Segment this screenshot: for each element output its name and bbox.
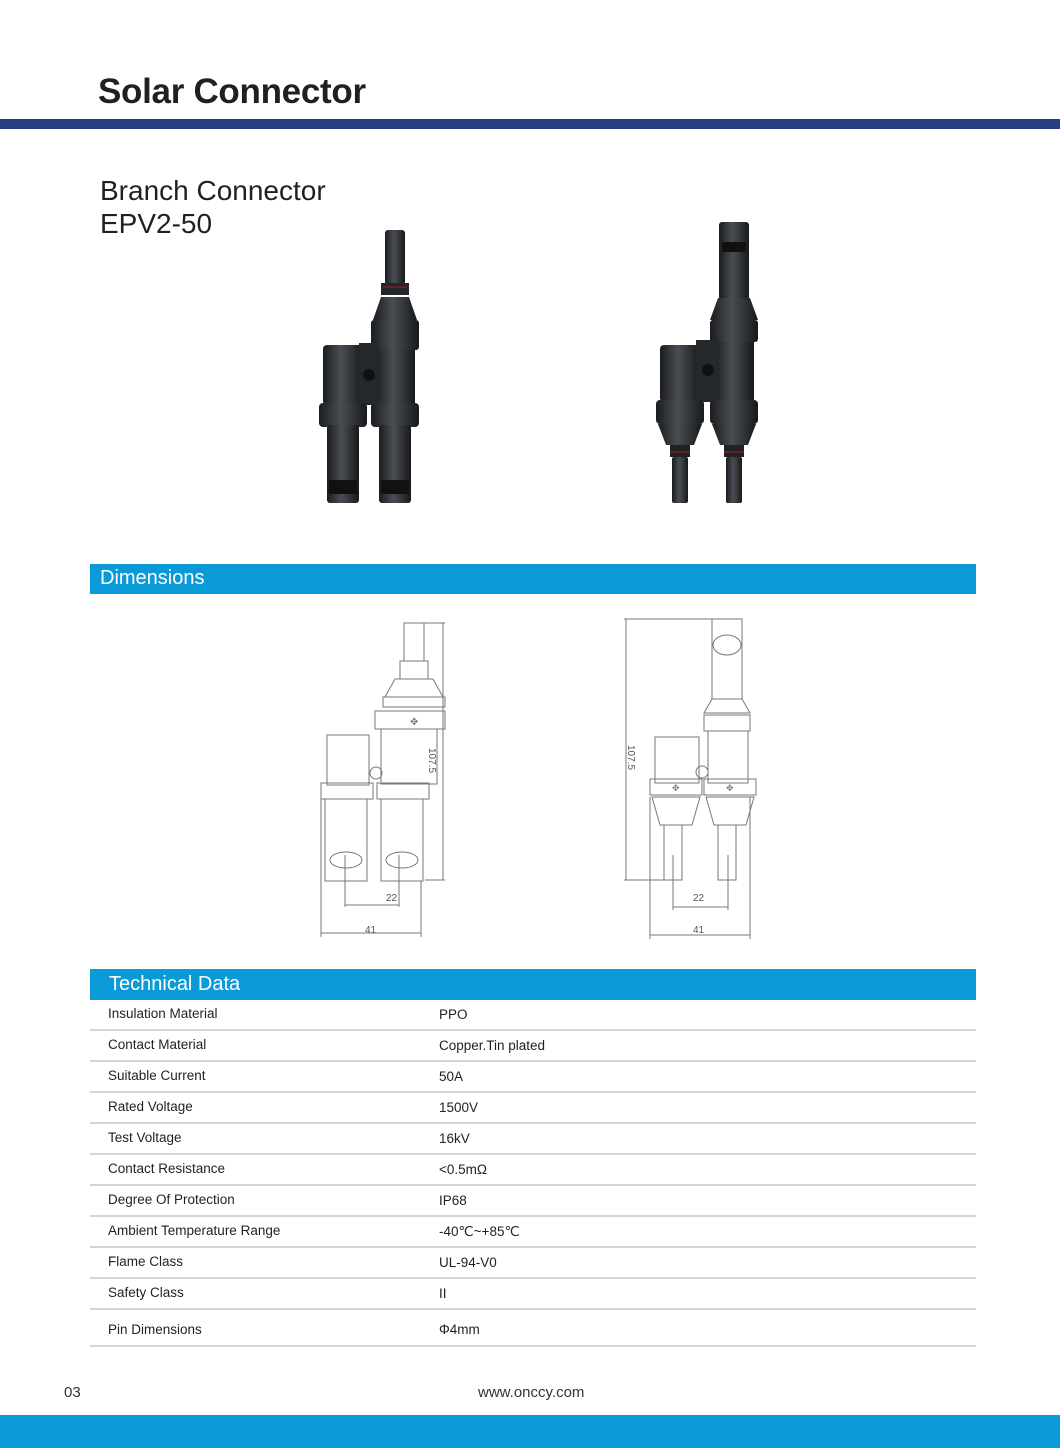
technical-data-heading: Technical Data xyxy=(109,973,241,995)
website-link[interactable]: www.onccy.com xyxy=(478,1384,585,1401)
spec-label: Insulation Material xyxy=(108,1006,218,1021)
spec-label: Contact Resistance xyxy=(108,1161,226,1176)
spec-label: Flame Class xyxy=(108,1254,184,1269)
spec-value: PPO xyxy=(439,1007,468,1022)
product-type: Branch Connector xyxy=(100,175,326,206)
page-number: 03 xyxy=(64,1384,81,1401)
spec-value: II xyxy=(439,1286,447,1301)
svg-text:✥: ✥ xyxy=(410,717,419,728)
spec-value: IP68 xyxy=(439,1193,467,1208)
drawing-2-height-label: 107.5 xyxy=(625,745,636,771)
dimensions-section-header xyxy=(90,564,976,594)
footer-bar xyxy=(0,1415,1060,1448)
spec-label: Suitable Current xyxy=(108,1068,206,1083)
spec-value: <0.5mΩ xyxy=(439,1162,487,1177)
spec-label: Rated Voltage xyxy=(108,1099,193,1114)
table-row xyxy=(90,1248,976,1279)
table-row xyxy=(90,1186,976,1217)
product-heading xyxy=(100,174,326,240)
spec-label: Pin Dimensions xyxy=(108,1322,202,1337)
spec-value: 1500V xyxy=(439,1100,479,1115)
technical-data-section-header xyxy=(90,969,976,1000)
dimensions-heading: Dimensions xyxy=(100,567,205,589)
table-row xyxy=(90,1279,976,1310)
table-row xyxy=(90,1062,976,1093)
page-title: Solar Connector xyxy=(98,72,366,111)
table-row xyxy=(90,1310,976,1347)
spec-value: -40℃~+85℃ xyxy=(439,1224,520,1239)
table-row xyxy=(90,1155,976,1186)
spec-label: Degree Of Protection xyxy=(108,1192,235,1207)
svg-text:✥: ✥ xyxy=(672,783,680,793)
table-row xyxy=(90,1217,976,1248)
table-row xyxy=(90,1093,976,1124)
table-row xyxy=(90,1031,976,1062)
drawing-1-width-label: 41 xyxy=(365,925,377,936)
spec-value: 16kV xyxy=(439,1131,470,1146)
spec-value: Copper.Tin plated xyxy=(439,1038,546,1053)
spec-value: Φ4mm xyxy=(439,1322,480,1337)
drawing-2-pitch-label: 22 xyxy=(693,893,705,904)
table-row xyxy=(90,1000,976,1031)
drawing-1-height-label: 107.5 xyxy=(426,748,437,774)
branch-connector-photo-front xyxy=(315,225,435,510)
header-rule xyxy=(0,119,1060,129)
drawing-2-width-label: 41 xyxy=(693,925,705,936)
svg-text:✥: ✥ xyxy=(726,783,734,793)
table-row xyxy=(90,1124,976,1155)
spec-label: Test Voltage xyxy=(108,1130,182,1145)
branch-connector-photo-rear xyxy=(652,220,777,510)
product-model: EPV2-50 xyxy=(100,208,213,239)
spec-value: 50A xyxy=(439,1069,464,1084)
spec-label: Contact Material xyxy=(108,1037,207,1052)
drawing-1-pitch-label: 22 xyxy=(386,893,398,904)
technical-data-table xyxy=(90,1000,976,1347)
spec-value: UL-94-V0 xyxy=(439,1255,497,1270)
spec-label: Safety Class xyxy=(108,1285,184,1300)
spec-label: Ambient Temperature Range xyxy=(108,1223,281,1238)
